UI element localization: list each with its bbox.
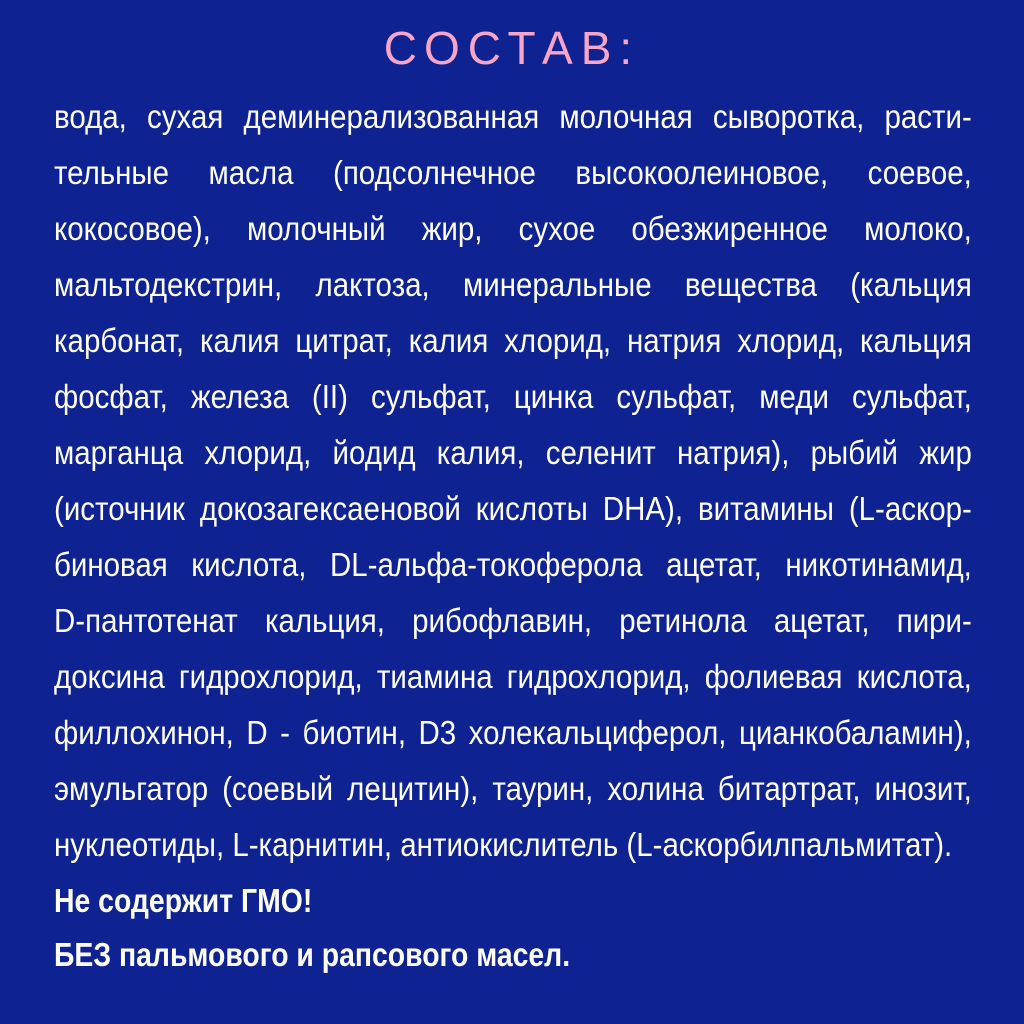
ingredients-line: D-пантотенат кальция, рибофлавин, ретинола ацетат, пири- (54, 603, 972, 640)
ingredients-line: кокосовое), молочный жир, сухое обезжиренное молоко, (54, 211, 972, 248)
ingredients-line: мальтодекстрин, лактоза, минеральные вещества (кальция (54, 267, 972, 304)
ingredients-line: фосфат, железа (II) сульфат, цинка сульфат, меди сульфат, (54, 379, 972, 416)
no-palm-oil-note: БЕЗ пальмового и рапсового масел. (54, 936, 571, 973)
ingredients-line: эмульгатор (соевый лецитин), таурин, холина битартрат, инозит, (54, 771, 972, 808)
ingredients-line: биновая кислота, DL-альфа-токоферола ацетат, никотинамид, (54, 547, 972, 584)
ingredients-line: тельные масла (подсолнечное высокоолеиновое, соевое, (54, 155, 972, 192)
ingredients-line: филлохинон, D - биотин, D3 холекальциферол, цианкобаламин), (54, 715, 972, 752)
ingredients-line: доксина гидрохлорид, тиамина гидрохлорид, фолиевая кислота, (54, 659, 972, 696)
ingredients-line: нуклеотиды, L-карнитин, антиокислитель (L-аскорбилпальмитат). (54, 827, 953, 864)
ingredients-line: марганца хлорид, йодид калия, селенит натрия), рыбий жир (54, 435, 972, 472)
composition-title: СОСТАВ: (383, 22, 641, 74)
no-gmo-note: Не содержит ГМО! (54, 882, 313, 919)
ingredients-text (54, 90, 972, 982)
ingredients-line: вода, сухая деминерализованная молочная сыворотка, расти- (54, 99, 972, 136)
ingredients-line: (источник докозагексаеновой кислоты DHA), витамины (L-аскор- (54, 491, 972, 528)
ingredients-line: карбонат, калия цитрат, калия хлорид, натрия хлорид, кальция (54, 323, 972, 360)
